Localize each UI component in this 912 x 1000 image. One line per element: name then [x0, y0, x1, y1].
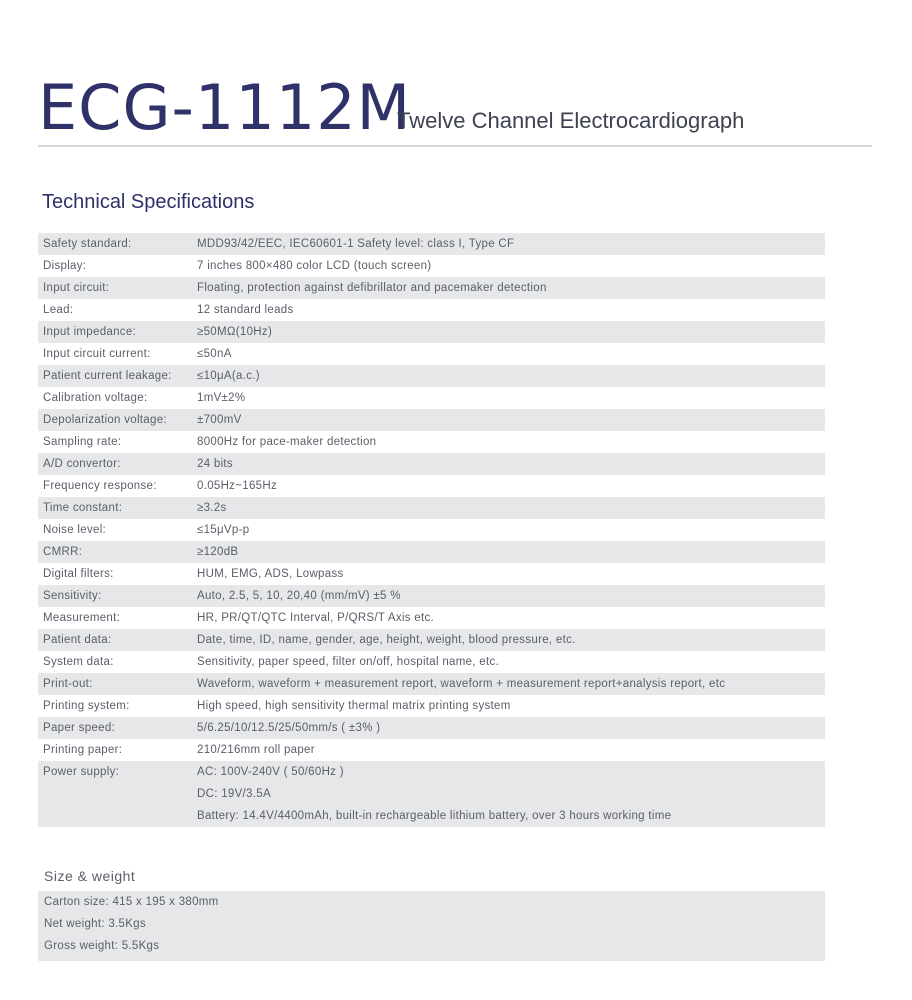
spec-label: Patient data:	[38, 629, 192, 651]
spec-value-line: ≥50MΩ(10Hz)	[197, 326, 273, 338]
spec-value-line: ≤50nA	[197, 348, 232, 360]
spec-value-line: ≥3.2s	[197, 502, 227, 514]
spec-value-line: Floating, protection against defibrillator and pacemaker detection	[197, 282, 547, 294]
spec-row	[38, 739, 825, 761]
spec-row	[38, 233, 825, 255]
spec-value-line: AC: 100V-240V ( 50/60Hz )	[197, 766, 344, 778]
spec-value-line: HR, PR/QT/QTC Interval, P/QRS/T Axis etc.	[197, 612, 435, 624]
spec-value-line: 1mV±2%	[197, 392, 246, 404]
spec-value-line: ≤15μVp-p	[197, 524, 250, 536]
spec-label: Input impedance:	[38, 321, 192, 343]
spec-value	[192, 431, 825, 453]
spec-label: System data:	[43, 656, 114, 668]
spec-value	[192, 387, 825, 409]
spec-value	[192, 585, 825, 607]
spec-label: Time constant:	[38, 497, 192, 519]
spec-label: Paper speed:	[38, 717, 192, 739]
spec-value-line: DC: 19V/3.5A	[197, 788, 271, 800]
spec-label: Depolarization voltage:	[38, 409, 192, 431]
spec-row	[38, 673, 825, 695]
spec-value-line: HUM, EMG, ADS, Lowpass	[197, 568, 344, 580]
spec-value-line: Sensitivity, paper speed, filter on/off, hospital name, etc.	[197, 656, 500, 668]
size-weight-box	[38, 891, 825, 961]
spec-row	[38, 651, 825, 673]
spec-value-line: 12 standard leads	[197, 304, 294, 316]
spec-value	[192, 739, 825, 761]
product-subtitle: Twelve Channel Electrocardiograph	[397, 108, 745, 133]
spec-label: Measurement:	[43, 612, 121, 624]
spec-value	[192, 321, 825, 343]
spec-label: Printing system:	[43, 700, 130, 712]
spec-value	[192, 409, 825, 431]
spec-row	[38, 299, 825, 321]
spec-label: A/D convertor:	[38, 453, 192, 475]
spec-row	[38, 409, 825, 431]
spec-label: CMRR:	[38, 541, 192, 563]
spec-row	[38, 343, 825, 365]
spec-row	[38, 717, 825, 739]
spec-value-line: Waveform, waveform + measurement report, waveform + measurement report+analysis report, etc	[197, 678, 726, 690]
spec-label: Safety standard:	[38, 233, 192, 255]
spec-row	[38, 519, 825, 541]
spec-row	[38, 607, 825, 629]
size-weight-line: Carton size: 415 x 195 x 380mm	[44, 896, 219, 908]
spec-row	[38, 453, 825, 475]
spec-value-line: 210/216mm roll paper	[197, 744, 315, 756]
spec-row	[38, 277, 825, 299]
spec-label: Noise level:	[43, 524, 107, 536]
spec-value-line: ≤10μA(a.c.)	[197, 370, 260, 382]
model-title: ECG-1112M	[38, 71, 412, 144]
spec-row	[38, 563, 825, 585]
spec-value	[192, 563, 825, 585]
spec-value	[192, 233, 825, 255]
spec-value	[192, 717, 825, 739]
spec-value-line: ±700mV	[197, 414, 242, 426]
product-header	[38, 71, 872, 148]
spec-value-line: Date, time, ID, name, gender, age, height, weight, blood pressure, etc.	[197, 634, 576, 646]
title-divider	[38, 145, 872, 147]
size-weight-title: Size & weight	[44, 868, 136, 884]
spec-label: Sampling rate:	[43, 436, 122, 448]
spec-label: Calibration voltage:	[43, 392, 148, 404]
spec-label: Printing paper:	[43, 744, 123, 756]
spec-value	[192, 255, 825, 277]
spec-row	[38, 541, 825, 563]
spec-value-line: Battery: 14.4V/4400mAh, built-in rechargeable lithium battery, over 3 hours working time	[197, 810, 672, 822]
size-weight-line: Gross weight: 5.5Kgs	[44, 940, 160, 952]
spec-label: Input circuit:	[38, 277, 192, 299]
spec-value	[192, 299, 825, 321]
specs-section-title: Technical Specifications	[42, 191, 255, 213]
spec-value	[192, 497, 825, 519]
spec-label: Patient current leakage:	[38, 365, 192, 387]
spec-label: Frequency response:	[43, 480, 157, 492]
spec-value	[192, 475, 825, 497]
spec-label: Sensitivity:	[38, 585, 192, 607]
spec-label: Lead:	[43, 304, 74, 316]
spec-value	[192, 695, 825, 717]
spec-value-line: ≥120dB	[197, 546, 239, 558]
spec-row	[38, 761, 825, 827]
spec-row	[38, 585, 825, 607]
spec-label: Digital filters:	[43, 568, 114, 580]
spec-value-line: High speed, high sensitivity thermal matrix printing system	[197, 700, 511, 712]
spec-row	[38, 475, 825, 497]
spec-label: Input circuit current:	[43, 348, 151, 360]
spec-value	[192, 453, 825, 475]
spec-value-line: 7 inches 800×480 color LCD (touch screen)	[197, 260, 432, 272]
spec-label: Display:	[43, 260, 87, 272]
spec-row	[38, 387, 825, 409]
size-weight-line: Net weight: 3.5Kgs	[44, 918, 146, 930]
spec-value	[192, 277, 825, 299]
spec-value-line: Auto, 2.5, 5, 10, 20,40 (mm/mV) ±5 %	[197, 590, 401, 602]
spec-value	[192, 673, 825, 695]
spec-value-line: 24 bits	[197, 458, 233, 470]
spec-value	[192, 365, 825, 387]
spec-row	[38, 365, 825, 387]
spec-value	[192, 607, 825, 629]
spec-value	[192, 519, 825, 541]
spec-row	[38, 255, 825, 277]
spec-label: Print-out:	[38, 673, 192, 695]
spec-row	[38, 431, 825, 453]
spec-row	[38, 497, 825, 519]
spec-row	[38, 321, 825, 343]
spec-value	[192, 651, 825, 673]
spec-value-line: 8000Hz for pace-maker detection	[197, 436, 377, 448]
spec-row	[38, 629, 825, 651]
spec-value-line: MDD93/42/EEC, IEC60601-1 Safety level: class I, Type CF	[197, 238, 515, 250]
spec-value	[192, 541, 825, 563]
spec-label: Power supply:	[38, 761, 192, 827]
spec-table	[38, 233, 825, 827]
spec-value-line: 5/6.25/10/12.5/25/50mm/s ( ±3% )	[197, 722, 381, 734]
spec-value	[192, 629, 825, 651]
spec-value-line: 0.05Hz~165Hz	[197, 480, 277, 492]
spec-value	[192, 343, 825, 365]
spec-value	[192, 761, 825, 827]
spec-row	[38, 695, 825, 717]
